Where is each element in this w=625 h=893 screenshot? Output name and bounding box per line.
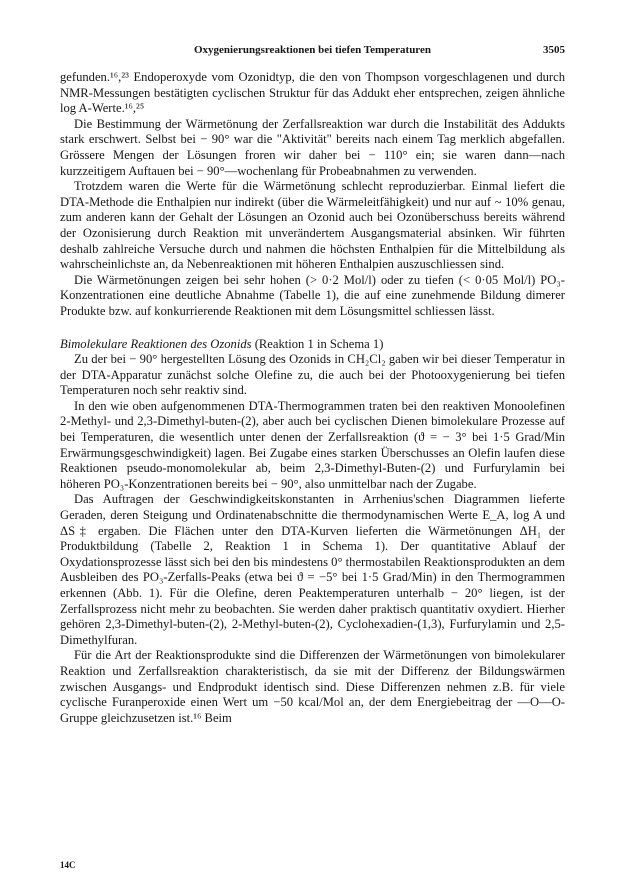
- running-title: Oxygenierungsreaktionen bei tiefen Temperaturen: [193, 44, 431, 56]
- paragraph: Die Wärmetönungen zeigen bei sehr hohen (> 0·2 Mol/l) oder zu tiefen (< 0·05 Mol/l) PO₃-Konzentrationen eine deutliche Abnahme (Tabelle 1), die auf eine zunehmende Bildung dimerer Produkte bzw. auf konkurrierende Reaktionen mit dem Lösungsmittel schliessen lässt.: [60, 272, 565, 318]
- paragraph: Zu der bei − 90° hergestellten Lösung des Ozonids in CH₂Cl₂ gaben wir bei dieser Temperatur in der DTA-Apparatur zunächst solche Olefine zu, die auch bei der Photooxygenierung bei tiefen Temperaturen noch sehr reaktiv sind.: [60, 352, 565, 398]
- paragraph: gefunden.¹⁶,²³ Endoperoxyde vom Ozonidtyp, die den von Thompson vorgeschlagenen und durch NMR-Messungen bestätigten cyclischen Struktur für das Addukt eher entsprechen, zeigen ähnliche log A-Werte.¹⁶,²⁵: [60, 70, 565, 116]
- page-number: 3505: [543, 44, 565, 56]
- article-body: [60, 70, 565, 726]
- paragraph: Für die Art der Reaktionsprodukte sind die Differenzen der Wärmetönungen von bimolekularer Reaktion und Zerfallsreaktion charakteristisch, da sie mit der Differenz der Bildungswärmen zwischen Ausgangs- und Endprodukt identisch sind. Diese Differenzen nehmen z.B. für viele cyclische Furanperoxide einen Wert um −50 kcal/Mol an, der dem Energiebeitrag der —O—O-Gruppe gleichzusetzen ist.¹⁶ Beim: [60, 648, 565, 725]
- section-heading-line: [60, 337, 565, 353]
- paragraph: Das Auftragen der Geschwindigkeitskonstanten in Arrhenius'schen Diagrammen lieferte Geraden, deren Steigung und Ordinatenabschnitte die thermodynamischen Werte E_A, log A und ΔS‡ ergaben. Die Flächen unter den DTA-Kurven lieferten die Wärmetönungen ΔH₁ der Produktbildung (Tabelle 2, Reaktion 1 in Schema 1). Der quantitative Ablauf der Oxydationsprozesse lässt sich bei den bis mindestens 0° thermostabilen Reaktionsprodukten an dem Ausbleiben des PO₃-Zerfalls-Peaks (etwa bei ϑ = −5° bei 1·5 Grad/Min) in den Thermogrammen erkennen (Abb. 1). Für die Olefine, deren Peaktemperaturen unterhalb − 20° liegen, ist der Zerfallsprozess nicht mehr zu beobachten. Sie werden daher praktisch quantitativ oxydiert. Hierher gehören 2,3-Dimethyl-buten-(2), 2-Methyl-buten-(2), Cyclohexadien-(1,3), Furfurylamin und 2,5-Dimethylfuran.: [60, 492, 565, 647]
- running-header: [60, 44, 565, 64]
- paragraph: Trotzdem waren die Werte für die Wärmetönung schlecht reproduzierbar. Einmal liefert die DTA-Methode die Enthalpien nur indirekt (über die Wärmeleitfähigkeit) und nur auf ~ 10% genau, zum anderen kann der Gehalt der Lösungen an Ozonid auch bei Ozonüberschuss bereits während der Ozonisierung durch Reaktion mit unverändertem Ausgangsmaterial absinken. Wir führten deshalb zahlreiche Versuche durch und nahmen die höchsten Enthalpien für die Mittelbildung als wahrscheinlichste an, da Nebenreaktionen mit höheren Enthalpien auszuschliessen sind.: [60, 179, 565, 272]
- paragraph: In den wie oben aufgenommenen DTA-Thermogrammen traten bei den reaktiven Monoolefinen 2-Methyl- und 2,3-Dimethyl-buten-(2), aber auch bei cyclischen Dienen bimolekulare Prozesse auf bei Temperaturen, die wesentlich unter denen der Zerfallsreaktion (ϑ = − 3° bei 1·5 Grad/Min Erwärmungsgeschwindigkeit) lagen. Bei Zugabe eines starken Überschusses an Olefin laufen diese Reaktionen pseudo-monomolekular ab, beim 2,3-Dimethyl-Buten-(2) und Furfurylamin bei höheren PO₃-Konzentrationen bereits bei − 90°, also unmittelbar nach der Zugabe.: [60, 398, 565, 491]
- paragraph: Die Bestimmung der Wärmetönung der Zerfallsreaktion war durch die Instabilität des Addukts stark erschwert. Selbst bei − 90° war die "Aktivität" bereits nach einem Tag merklich abgefallen. Grössere Mengen der Lösungen froren wir daher bei − 110° ein; sie waren dann—nach kurzzeitigem Auftauen bei − 90°—wochenlang für Probeabnahmen zu verwenden.: [60, 116, 565, 178]
- section-heading: Bimolekulare Reaktionen des Ozonids: [60, 336, 252, 351]
- section-heading-note: (Reaktion 1 in Schema 1): [251, 336, 384, 351]
- signature-mark: 14C: [60, 860, 76, 870]
